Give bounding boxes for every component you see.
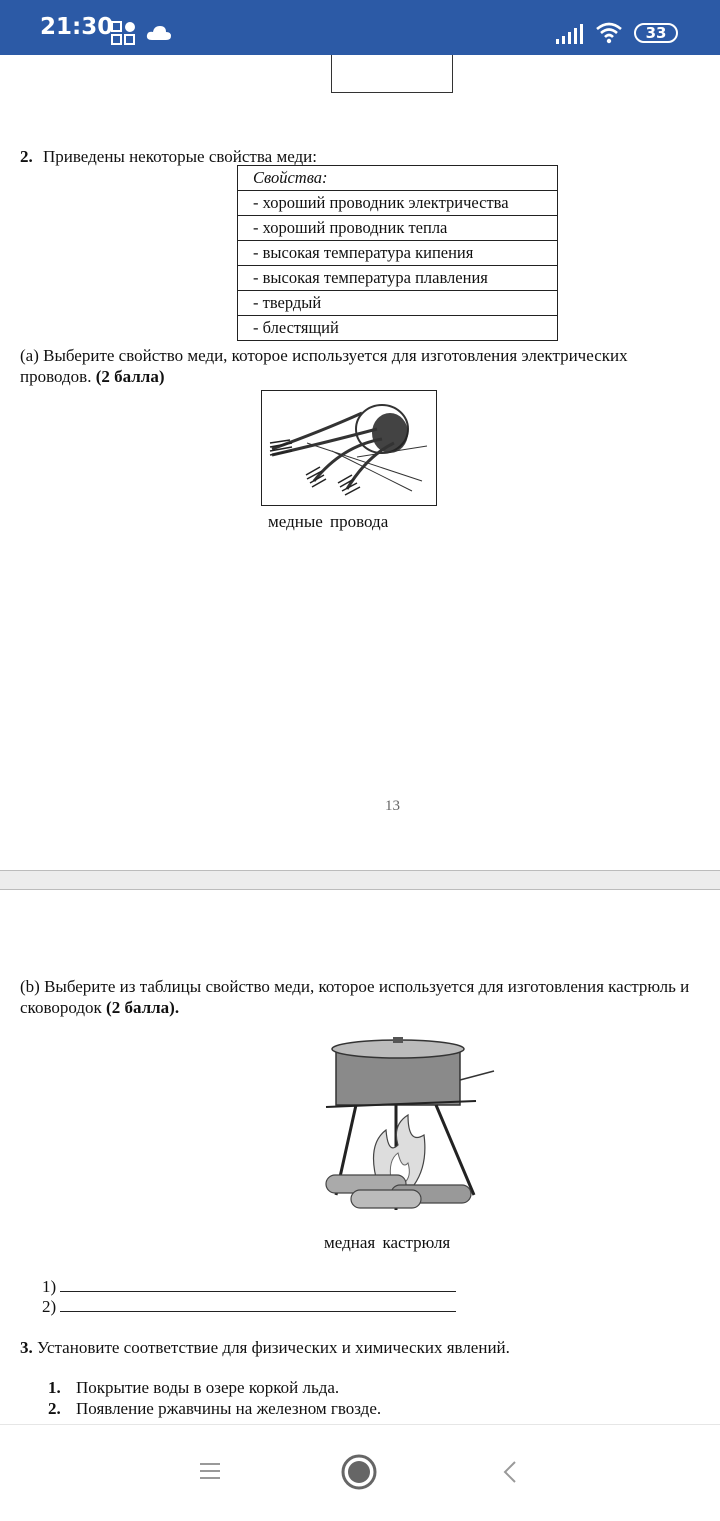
property-row: - хороший проводник электричества bbox=[238, 191, 558, 216]
page-separator bbox=[0, 870, 720, 890]
part-b-line-2-text: сковородок bbox=[20, 998, 102, 1017]
question-3-text: Установите соответствие для физических и химических явлений. bbox=[37, 1338, 510, 1357]
signal-icon bbox=[555, 24, 583, 48]
part-b-line-2 bbox=[20, 997, 720, 1018]
list-item bbox=[48, 1378, 339, 1398]
question-2-number: 2. bbox=[20, 147, 33, 166]
list-item-text: Появление ржавчины на железном гвозде. bbox=[76, 1399, 382, 1418]
property-row: - хороший проводник тепла bbox=[238, 216, 558, 241]
back-icon[interactable] bbox=[502, 1460, 518, 1489]
question-2-heading bbox=[20, 146, 317, 167]
navigation-bar bbox=[0, 1424, 720, 1521]
answer-label-1: 1) bbox=[42, 1277, 57, 1296]
list-item bbox=[48, 1399, 381, 1419]
wifi-icon bbox=[595, 22, 623, 48]
cloud-icon bbox=[146, 25, 172, 45]
question-3-heading bbox=[20, 1337, 510, 1358]
part-b-prompt bbox=[20, 976, 720, 1018]
menu-icon[interactable] bbox=[198, 1461, 222, 1486]
property-row: - блестящий bbox=[238, 316, 558, 341]
properties-table bbox=[237, 165, 558, 341]
pot-caption: медная кастрюля bbox=[324, 1233, 451, 1252]
apps-grid-icon bbox=[111, 21, 137, 49]
clock: 21:30 bbox=[40, 14, 114, 40]
part-a-line-2 bbox=[20, 366, 710, 387]
status-bar bbox=[0, 0, 720, 55]
answer-blank-1[interactable] bbox=[60, 1276, 456, 1292]
copper-wires-image bbox=[261, 390, 437, 506]
part-b-points: (2 балла). bbox=[106, 998, 180, 1017]
list-item-text: Покрытие воды в озере коркой льда. bbox=[76, 1378, 340, 1397]
previous-figure-frame bbox=[331, 55, 453, 93]
battery-indicator: 33 bbox=[634, 23, 678, 43]
question-2-text: Приведены некоторые свойства меди: bbox=[43, 147, 318, 166]
question-3-number: 3. bbox=[20, 1338, 33, 1357]
copper-pot-image bbox=[296, 1035, 496, 1215]
part-a-points: (2 балла) bbox=[95, 367, 165, 386]
part-a-line-2-text: проводов. bbox=[20, 367, 92, 386]
list-item-number: 1. bbox=[48, 1378, 61, 1397]
answer-blank-2[interactable] bbox=[60, 1296, 456, 1312]
part-b-line-1: (b) Выберите из таблицы свойство меди, которое используется для изготовления кастрюль и bbox=[20, 977, 690, 996]
property-row: - высокая температура плавления bbox=[238, 266, 558, 291]
property-row: - твердый bbox=[238, 291, 558, 316]
property-row: - высокая температура кипения bbox=[238, 241, 558, 266]
properties-table-header: Свойства: bbox=[238, 166, 558, 191]
answer-label-2: 2) bbox=[42, 1297, 57, 1316]
part-a-line-1: (а) Выберите свойство меди, которое используется для изготовления электрических bbox=[20, 346, 628, 365]
home-icon[interactable] bbox=[340, 1453, 378, 1496]
list-item-number: 2. bbox=[48, 1399, 61, 1418]
part-a-prompt bbox=[20, 345, 710, 387]
wires-caption: медные провода bbox=[268, 512, 389, 531]
answer-line-2[interactable] bbox=[42, 1296, 456, 1317]
answer-line-1[interactable] bbox=[42, 1276, 456, 1297]
page-number: 13 bbox=[385, 798, 400, 814]
